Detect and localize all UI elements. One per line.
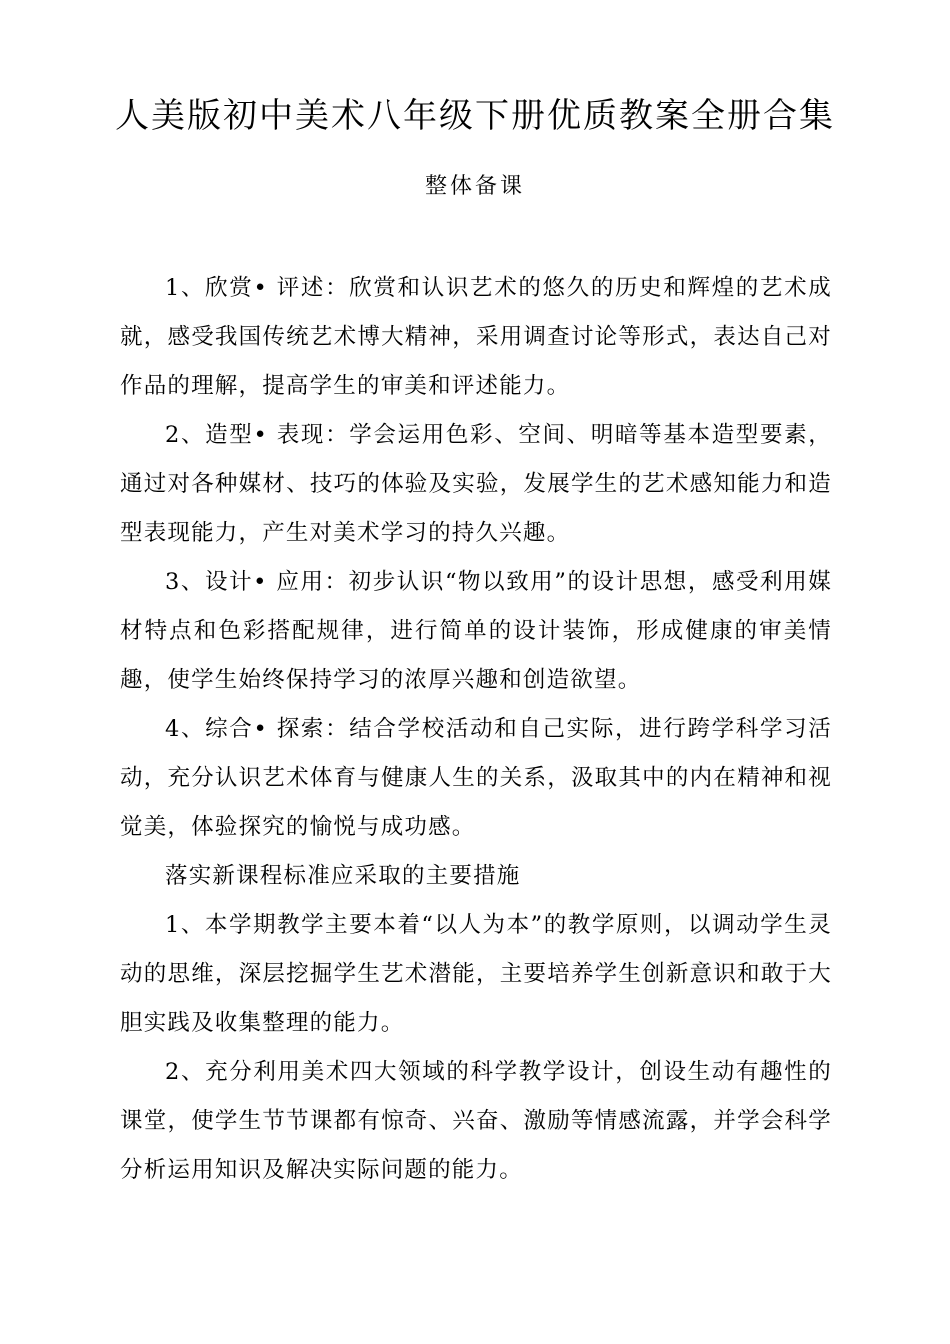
paragraph-measure-2: 2、充分利用美术四大领域的科学教学设计，创设生动有趣性的课堂，使学生节节课都有惊奇、兴奋、激励等情感流露，并学会科学分析运用知识及解决实际问题的能力。: [120, 1059, 832, 1183]
paragraph-modeling-expression: 2、造型• 表现：学会运用色彩、空间、明暗等基本造型要素，通过对各种媒材、技巧的体验及实验，发展学生的艺术感知能力和造型表现能力，产生对美术学习的持久兴趣。: [120, 422, 832, 546]
document-title: 人美版初中美术八年级下册优质教案全册合集: [115, 96, 835, 136]
paragraph-integration-exploration: 4、综合• 探索：结合学校活动和自己实际，进行跨学科学习活动，充分认识艺术体育与健康人生的关系，汲取其中的内在精神和视觉美，体验探究的愉悦与成功感。: [120, 716, 832, 840]
paragraph-design-application: 3、设计• 应用：初步认识“物以致用”的设计思想，感受利用媒材特点和色彩搭配规律，进行简单的设计装饰，形成健康的审美情趣，使学生始终保持学习的浓厚兴趣和创造欲望。: [120, 569, 832, 693]
document-subtitle: 整体备课: [424, 174, 525, 199]
section-heading-measures: 落实新课程标准应采取的主要措施: [165, 863, 521, 889]
paragraph-measure-1: 1、本学期教学主要本着“以人为本”的教学原则，以调动学生灵动的思维，深层挖掘学生艺术潜能，主要培养学生创新意识和敢于大胆实践及收集整理的能力。: [120, 912, 832, 1036]
document-body: [120, 264, 832, 1195]
paragraph-appreciation-review: 1、欣赏• 评述：欣赏和认识艺术的悠久的历史和辉煌的艺术成就，感受我国传统艺术博大精神，采用调查讨论等形式，表达自己对作品的理解，提高学生的审美和评述能力。: [120, 275, 832, 399]
